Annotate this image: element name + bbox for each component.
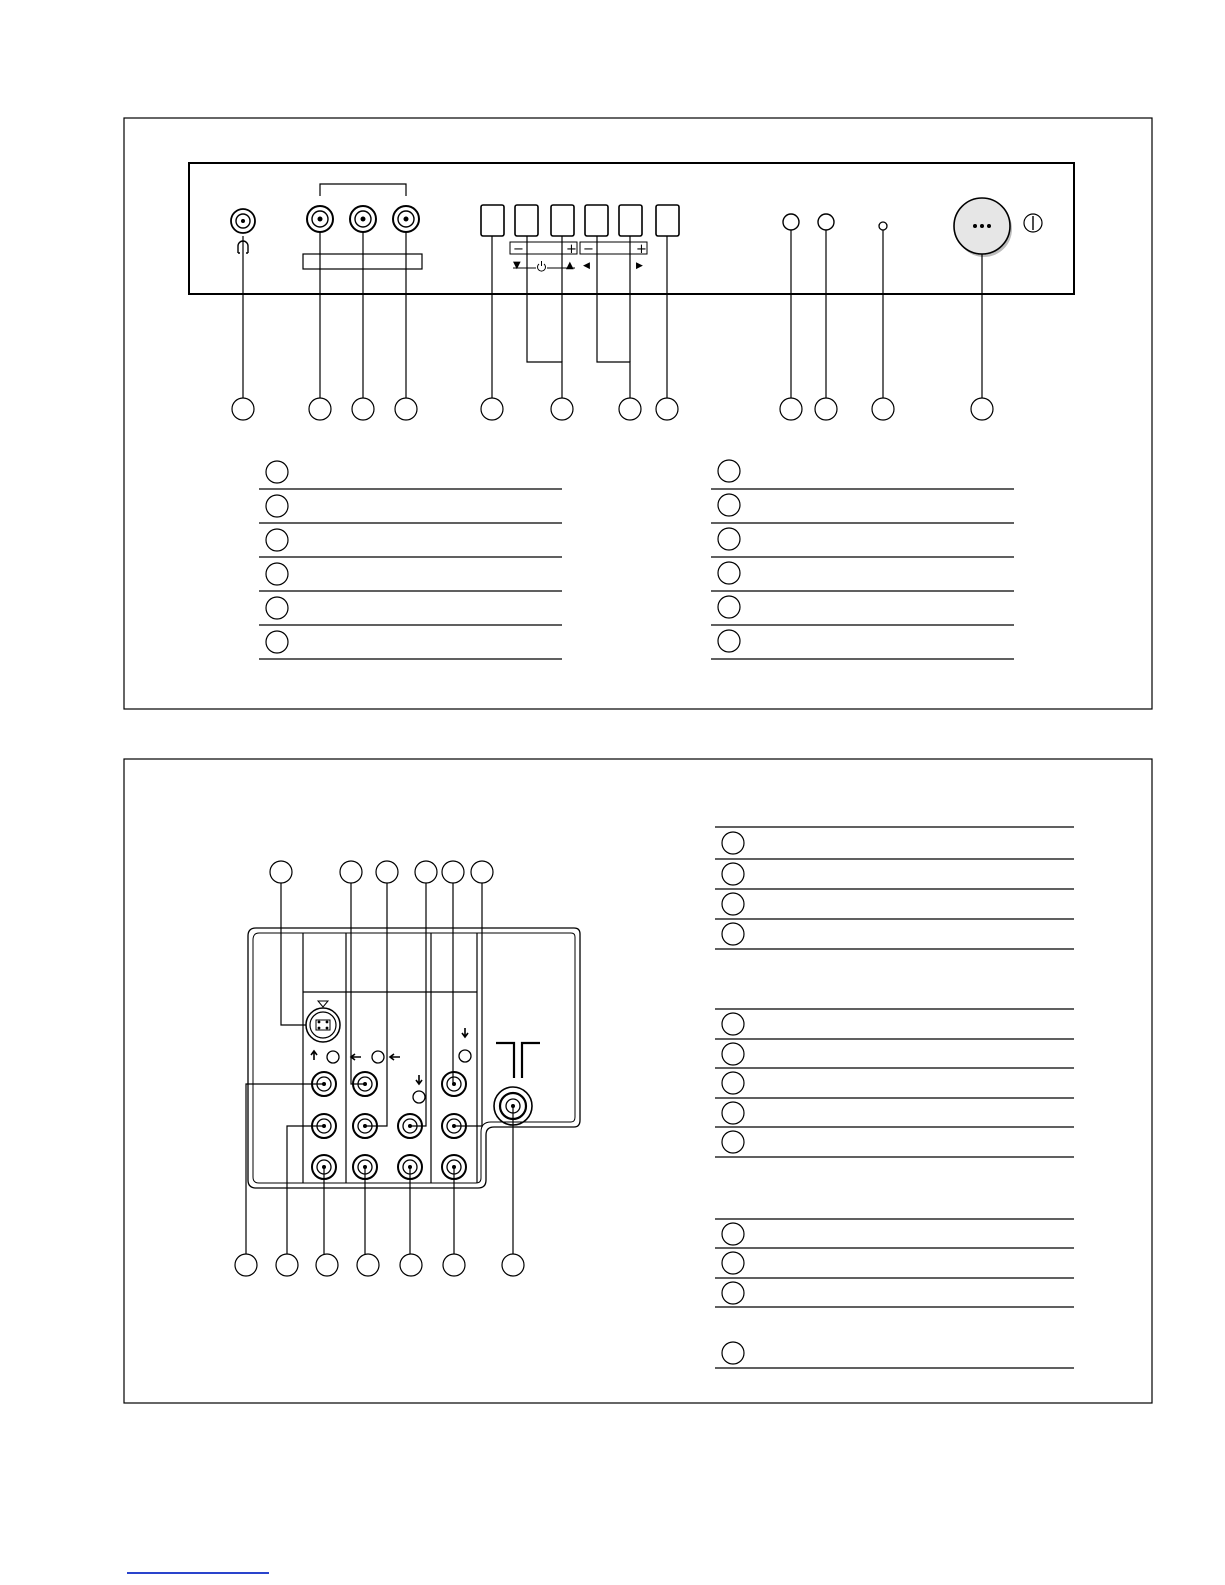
callout-front-6: [551, 398, 573, 420]
arrow-up-icon: [311, 1051, 317, 1060]
arrow-triangle-icon: [318, 1001, 328, 1007]
callout-front-9: [780, 398, 802, 420]
tv-front-strip: [189, 163, 1074, 294]
callout-front-10: [815, 398, 837, 420]
arrow-left-icon: [351, 1054, 361, 1060]
callout-rear-bottom-6: [443, 1254, 465, 1276]
front-legend-left: [259, 461, 562, 659]
arrow-left-icon-2: [390, 1054, 400, 1060]
front-button-5: [619, 205, 642, 236]
front-legend-right: [711, 460, 1014, 659]
callout-front-12: [971, 398, 993, 420]
rear-small-jack-1: [327, 1051, 339, 1063]
indicator-2: [818, 214, 834, 230]
rear-small-jack-2: [372, 1051, 384, 1063]
rear-callout-circles: [235, 861, 524, 1276]
rear-leader-lines: [246, 880, 513, 1258]
symbol-arrow-right: ▶: [636, 261, 643, 271]
front-button-2: [515, 205, 538, 236]
power-knob-dots: [973, 224, 991, 228]
symbol-arrow-down: ▼: [513, 260, 521, 271]
rear-rca-jacks: [312, 1072, 466, 1179]
callout-front-4: [395, 398, 417, 420]
front-button-4: [585, 205, 608, 236]
headphone-jack: [231, 209, 255, 233]
front-callout-circles: [232, 398, 993, 420]
callout-rear-top-5: [442, 861, 464, 883]
callout-rear-top-2: [340, 861, 362, 883]
callout-front-3: [352, 398, 374, 420]
callout-rear-bottom-2: [276, 1254, 298, 1276]
callout-rear-top-1: [270, 861, 292, 883]
svideo-jack: [306, 1008, 340, 1042]
symbol-plus-left: +: [566, 242, 577, 257]
front-button-1: [481, 205, 504, 236]
rear-small-jack-3: [459, 1050, 471, 1062]
av-front-bracket: [320, 184, 406, 196]
front-button-6: [656, 205, 679, 236]
callout-front-8: [656, 398, 678, 420]
rear-small-jack-4: [413, 1091, 425, 1103]
arrow-down-icon-2: [416, 1075, 422, 1084]
callout-rear-bottom-4: [357, 1254, 379, 1276]
callout-rear-top-6: [471, 861, 493, 883]
symbol-arrow-up: ▲: [566, 260, 574, 271]
callout-rear-bottom-1: [235, 1254, 257, 1276]
callout-rear-top-3: [376, 861, 398, 883]
callout-front-5: [481, 398, 503, 420]
callout-rear-top-4: [415, 861, 437, 883]
callout-rear-bottom-5: [400, 1254, 422, 1276]
callout-front-11: [872, 398, 894, 420]
rear-legend-group-3: [715, 1219, 1074, 1307]
front-button-3: [551, 205, 574, 236]
rear-legend-group-4: [715, 1342, 1074, 1368]
indicator-1: [783, 214, 799, 230]
rear-panel-outline: [248, 928, 580, 1188]
antenna-icon: [496, 1043, 540, 1078]
rear-legend-group-1: [715, 827, 1074, 949]
footer-link-underline[interactable]: [127, 1572, 269, 1574]
callout-front-2: [309, 398, 331, 420]
front-av-jack-1: [307, 206, 333, 232]
callout-front-7: [619, 398, 641, 420]
callout-rear-bottom-7: [502, 1254, 524, 1276]
callout-front-1: [232, 398, 254, 420]
rear-legend-group-2: [715, 1009, 1074, 1157]
symbol-plus-right: +: [636, 242, 647, 257]
standby-icon: [537, 261, 545, 271]
indicator-led: [879, 222, 887, 230]
front-av-jack-2: [350, 206, 376, 232]
front-av-jack-3: [393, 206, 419, 232]
symbol-minus-left: −: [513, 242, 524, 257]
front-leader-lines: [243, 230, 982, 398]
callout-rear-bottom-3: [316, 1254, 338, 1276]
power-icon: [1024, 214, 1042, 232]
arrow-down-icon: [462, 1028, 468, 1037]
symbol-minus-right: −: [583, 242, 594, 257]
rear-panel-outline-inner: [253, 933, 575, 1183]
symbol-arrow-left: ◀: [583, 261, 590, 271]
